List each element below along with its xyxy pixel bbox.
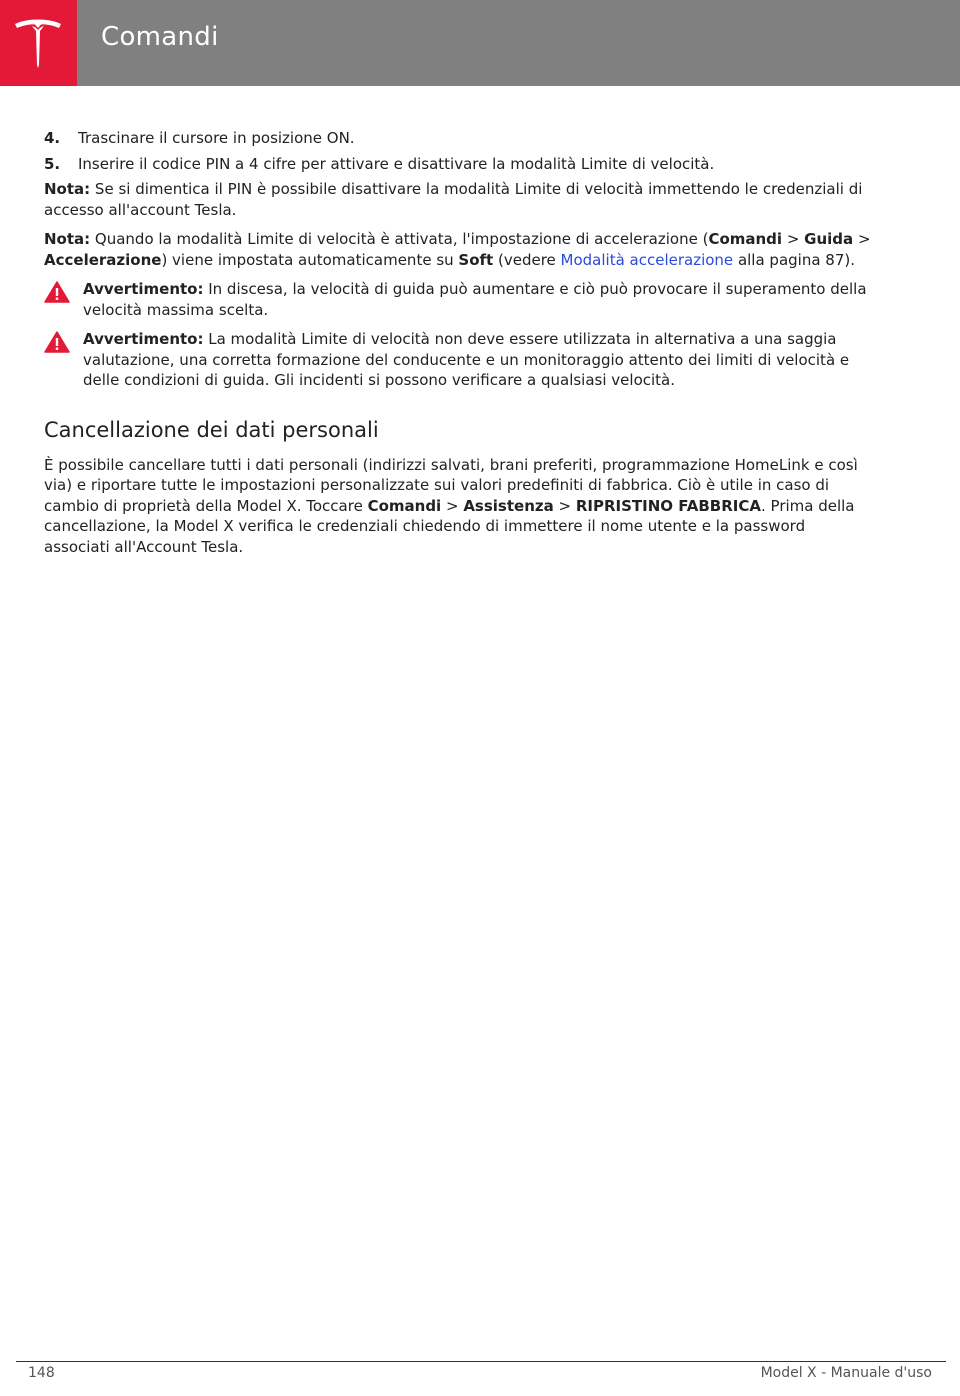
note-label: Nota: <box>44 180 91 198</box>
note-paragraph <box>44 179 874 220</box>
menu-path-assistenza: Assistenza <box>463 496 554 515</box>
warning-text <box>83 329 874 391</box>
header-bar <box>0 0 960 86</box>
warning-icon <box>44 279 83 320</box>
body-text: È possibile cancellare tutti i dati personali (indirizzi salvati, brani preferiti, programmazione HomeLink e così via) e riportare tutte le impostazioni personalizzate sui valori predefiniti di fabbrica. Ciò è utile in caso di cambio di proprietà della Model X. Toccare <box>44 455 858 515</box>
menu-path-accelerazione: Accelerazione <box>44 250 162 269</box>
step-number: 4. <box>44 129 61 147</box>
note-text: alla pagina 87). <box>733 250 856 269</box>
step-item <box>44 128 874 149</box>
document-name: Model X - Manuale d'uso <box>760 1365 932 1381</box>
path-separator: > <box>853 230 871 248</box>
cross-reference-link[interactable]: Modalità accelerazione <box>560 250 734 269</box>
step-text: Trascinare il cursore in posizione ON. <box>78 129 355 147</box>
menu-path-ripristino: RIPRISTINO FABBRICA <box>575 496 761 515</box>
note-text: Quando la modalità Limite di velocità è attivata, l'impostazione di accelerazione ( <box>90 230 709 248</box>
note-text: Se si dimentica il PIN è possibile disattivare la modalità Limite di velocità immettendo le credenziali di accesso all'account Tesla. <box>44 180 863 219</box>
section-heading: Cancellazione dei dati personali <box>44 417 379 442</box>
note-text: ) viene impostata automaticamente su <box>161 250 459 269</box>
warning-text <box>83 279 874 320</box>
note-label: Nota: <box>44 230 91 248</box>
warning-label: Avvertimento: <box>83 330 204 348</box>
body-text: . Prima della cancellazione, la Model X verifica le credenziali chiedendo di immettere il nome utente e la password associati all'Account Tesla. <box>44 496 855 556</box>
step-number: 5. <box>44 154 61 173</box>
section-title: Comandi <box>101 22 219 52</box>
warning-body: In discesa, la velocità di guida può aumentare e ciò può provocare il superamento della velocità massima scelta. <box>83 280 867 319</box>
warning-icon <box>44 329 83 391</box>
warning-block <box>44 329 874 391</box>
body-paragraph <box>44 455 874 558</box>
step-text: Inserire il codice PIN a 4 cifre per attivare e disattivare la modalità Limite di velocità. <box>78 154 715 173</box>
warning-body: La modalità Limite di velocità non deve essere utilizzata in alternativa a una saggia valutazione, una corretta formazione del conducente e un monitoraggio attento dei limiti di velocità e delle condizioni di guida. Gli incidenti si possono verificare a qualsiasi velocità. <box>83 330 850 389</box>
path-separator: > <box>441 496 464 515</box>
path-separator: > <box>553 496 576 515</box>
tesla-logo-icon <box>13 17 63 69</box>
setting-soft: Soft <box>458 250 494 269</box>
footer-divider <box>16 1361 946 1362</box>
note-paragraph <box>44 229 874 270</box>
logo-box <box>0 0 77 86</box>
step-item <box>44 154 874 175</box>
menu-path-comandi: Comandi <box>367 496 442 515</box>
main-content <box>44 128 874 566</box>
warning-block <box>44 279 874 320</box>
menu-path-guida: Guida <box>804 230 854 248</box>
path-separator: > <box>782 230 805 248</box>
menu-path-comandi: Comandi <box>708 230 783 248</box>
note-text: (vedere <box>493 250 561 269</box>
page-number: 148 <box>28 1365 55 1381</box>
warning-label: Avvertimento: <box>83 280 204 298</box>
